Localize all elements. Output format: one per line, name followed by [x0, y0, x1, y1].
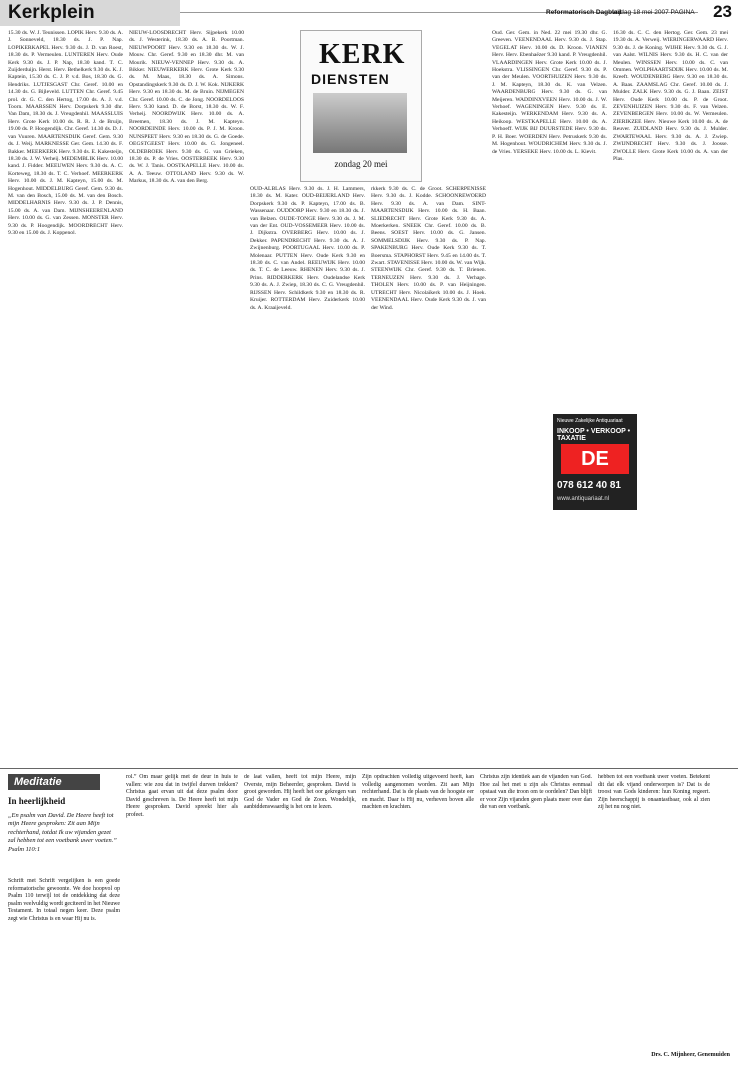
kerkdiensten-subtitle: DIENSTEN [311, 71, 390, 87]
ad-website: www.antiquariaat.nl [557, 496, 610, 502]
meditation-column-2: rol.” Om maar gelijk met de deur in huis te vallen: wie zou dat in twijfel durven trekken? Christus gaat ervan uit dat deze psalm door David geschreven is. De Heere heeft tot mijn Heere gesproken. David spreekt hier als profeet. [126, 774, 238, 818]
meditation-column-6: hebben tot een voetbank uwer voeten. Betekent dit dat elk vijand onderworpen is? Dat is de troost van Gods kinderen: hun Koning regeert. Zijn heerschappij is onaantastbaar, ook al zien zij het nu nog niet. [598, 774, 710, 811]
meditation-tag: Meditatie [8, 774, 100, 790]
listing-column-3: OUD-ALBLAS Herv. 9.30 ds. J. H. Lammers, 18.30 ds. M. Kater. OUD-BEIJERLAND Herv. Dorpskerk 9.30 ds. P. Kapteyn, 17.00 ds. B. Wassenaar. OUDDORP Herv. 9.30 en 18.30 ds. J. van Belzen. OUDE-TONGE Herv. 9.30 ds. J. M. van der Ent. OUD-VOSSEMEER Herv. 10.00 ds. J. Dijkstra. OVERBERG Herv. 10.00 ds. J. Dekker. PAPENDRECHT Herv. 9.30 ds. A. J. Zwijnenburg. POORTUGAAL Herv. 10.00 ds. P. Molenaar. PUTTEN Herv. Oude Kerk 9.30 en 18.30 ds. C. van Andel. REEUWIJK Herv. 10.00 ds. T. C. de Leeuw. RHENEN Herv. 9.30 ds. J. Prins. RIDDERKERK Herv. Oudelandse Kerk 9.30 ds. A. J. Zwiep, 18.30 ds. C. G. Vreugdenhil. RIJSSEN Herv. Schildkerk 9.30 en 18.30 ds. R. Kruijer. ROTTERDAM Herv. Zuiderkerk 10.00 ds. A. Kraaijeveld. [250, 186, 365, 311]
listing-column-2: NIEUW-LOOSDRECHT Herv. Sijpekerk 10.00 ds. J. Westerink, 18.30 ds. A. B. Poortman. NIEUWPOORT Herv. 9.30 en 18.30 ds. W. J. Mouw. Chr. Geref. 9.30 en 18.30 dhr. M. van Mourik. NIEUW-VENNEP Herv. 9.30 ds. A. Bikker. NIEUWERKERK Herv. Grote Kerk 9.30 ds. M. Maas, 18.30 ds. A. Simons. Opstandingskerk 9.30 ds. D. J. W. Kok. NIJKERK Herv. 9.30 en 18.30 ds. M. de Bruin. NIJMEGEN Chr. Geref. 10.00 ds. C. de Jong. NOORDELOOS Herv. 9.30 kand. D. de Borst, 18.30 ds. W. F. Verheij. NOORDWIJK Herv. 10.00 ds. A. Breemen, 18.30 ds. J. M. Kapteyn. NOORDEINDE Herv. 10.00 ds. P. J. M. Kroon. NUNSPEET Herv. 9.30 en 18.30 ds. G. de Goede. OEGSTGEEST Herv. 10.00 ds. G. Jongeneel. OLDEBROEK Herv. 9.30 ds. G. van Grieken, 18.30 ds. P. de Vries. OOSTERBEEK Herv. 9.30 ds. W. J. Tanis. OOSTKAPELLE Herv. 10.00 ds. A. A. Teeuw. OTTOLAND Herv. 9.30 ds. W. Markus, 18.30 ds. A. van den Berg. [129, 30, 244, 185]
ad-line-2: INKOOP • VERKOOP • TAXATIE [557, 428, 631, 442]
issue-date: vrijdag 18 mei 2007 PAGINA [612, 9, 695, 16]
listing-column-5: Oud. Ger. Gem. in Ned. 22 mei 19.30 dhr. G. Greeven. VEENENDAAL Herv. 9.30 ds. J. Stap. VEGELAT Herv. 10.00 ds. D. Kroon. VIANEN Herv. Herv. Ebenhaëzer 9.30 kand. P. Vreugdenhil. VLAARDINGEN Herv. Grote Kerk 10.00 ds. J. Hoekstra. VLISSINGEN Chr. Geref. 9.30 ds. P. van der Meulen. VOORTHUIZEN Herv. 9.30 ds. J. M. Kapteyn, 18.30 ds. K. van Velzen. WAARDENBURG Herv. 9.30 ds. G. van Meijeren. WADDINXVEEN Herv. 10.00 ds. J. W. Verhoef. WAGENINGEN Herv. 9.30 ds. E. Kakesteijn. WERKENDAM Herv. 9.30 ds. A. Heikoop. WESTKAPELLE Herv. 10.00 ds. A. Verhoeff. WIJK BIJ DUURSTEDE Herv. 9.30 ds. P. H. Boer. WOERDEN Herv. Petruskerk 9.30 ds. M. Hogenhout. WOUDRICHEM Herv. 9.30 ds. J. de Vries. YERSEKE Herv. 10.00 ds. L. Kievit. [492, 30, 607, 155]
listing-column-6: 16.30 ds. C. C. den Hertog. Ger. Gem. 23 mei 19.30 ds. A. Verweij. WIERINGERWAARD Herv. 9.30 ds. J. de Koning. WIJHE Herv. 9.30 ds. G. J. van Aalst. WILNIS Herv. 9.30 ds. H. C. van der Meulen. WINSSEN Herv. 10.00 ds. C. van Ommen. WOLPHAARTSDIJK Herv. 10.00 ds. M. Kreeft. WOUDENBERG Herv. 9.30 en 18.30 ds. A. Baas. ZAAMSLAG Chr. Geref. 10.00 ds. J. Mulder. ZALK Herv. 9.30 ds. G. J. Baan. ZEIST Herv. Oude Kerk 10.00 ds. P. de Groot. ZEVENHUIZEN Herv. 9.30 ds. F. van Velzen. ZEVENBERGEN Herv. 10.00 ds. W. Vermeulen. ZIERIKZEE Herv. Nieuwe Kerk 10.00 ds. A. de Reuver. ZUIDLAND Herv. 9.30 ds. J. Mulder. ZWARTEWAAL Herv. 9.30 ds. A. J. Zwiep. ZWIJNDRECHT Herv. 9.30 ds. J. Joosse. ZWOLLE Herv. Grote Kerk 10.00 ds. A. van der Plas. [613, 30, 728, 162]
church-photo [313, 93, 407, 153]
kerkdiensten-title: KERK [319, 39, 406, 70]
meditation-column-3: de laat vallen, heeft tot mijn Heere, mijn Overste, mijn Beheerder, gesproken. David is groot geworden. Hij heeft het oor gekregen van God de Vader en God de Zoon. Wondelijk, aanbiddenswaardig is het om te lezen. [244, 774, 356, 811]
meditation-column-5: Christus zijn identiek aan de vijanden van God. Hoe zal het met u zijn als Christus eenmaal opstaat van die troon om te oordelen? Dan blijft er voor Zijn vijanden geen plaats meer over dan die van een voetbank. [480, 774, 592, 811]
meditation-section [0, 768, 738, 1068]
antiquariaat-ad [553, 414, 637, 510]
meditation-quote: „En psalm van David. De Heere heeft tot mijn Heere gesproken: Zit aan Mijn rechterhand, totdat Ik uw vijanden gezet zal hebben tot een voetbank uwer voeten.” Psalm 110:1 [8, 812, 117, 853]
ad-line-1: Nieuwe Zakelijke Antiquariaat [557, 418, 623, 424]
meditation-column-4: Zijn opdrachten volledig uitgevoerd heeft, kan volledig aangenomen worden. Zit aan Mijn rechterhand. Dat is de plaats van de hoogste eer en macht. Daar is Hij nu, verheven boven alle machten en krachten. [362, 774, 474, 811]
listing-column-1: 15.30 ds. W. J. Teunissen. LOPIK Herv. 9.30 ds. A. J. Sonneveld, 18.30 ds. J. P. Nap. LOPIKERKAPEL Herv. 9.30 ds. J. D. van Roest, 18.30 ds. P. Vermeulen. LUNTEREN Herv. Oude Kerk 9.30 ds. J. P. Nap, 18.30 kand. T. C. Zuijderduijn. Herst. Herv. Bethelkerk 9.30 ds. K. J. Kaptein, 15.30 ds. C. J. P. v.d. Bos, 18.30 ds. G. Hendriks. LUTJESGAST Chr. Geref. 10.00 en 14.30 ds. G. Bijleveld. LUTTEN Chr. Geref. 9.45 prol. dr. G. C. den Hertog, 17.00 ds. A. J. v.d. Toorn. MAARSSEN Herv. Dorpskerk 9.30 dhr. Van Dam, 18.30 ds. J. Vreugdenhil. MAASSLUIS Herv. Grote Kerk 10.00 ds. R. R. J. de Bruijn, 19.00 ds. P. Hoogendijk. Chr. Geref. 14.30 ds. D. J. van Vuuren. MAARTENSDIJK Geref. Gem. 9.30 ds. J. Weij. MARKNESSE Ger. Gem. 14.30 ds. F. Bakker. MEERKERK Herv. 9.30 ds. E. Kakesteijn, 18.30 ds. J. W. Verheij. MEDEMBLIK Herv. 10.00 kand. J. Fidder. MEEUWEN Herv. 9.30 ds. A. C. Korteweg, 18.30 ds. T. C. Verhoef. MEERKERK Herv. 10.00 ds. J. M. Kapteyn, 15.00 ds. M. Hogenhout. MIDDELBURG Geref. Gem. 9.30 ds. M. van den Bosch, 15.00 ds. M. van den Bosch. MIDDELHARNIS Herv. 9.30 ds. J. P. Dennis, 15.00 ds. A. van Dam. MIJNSHEERENLAND Herv. 10.00 ds. G. van Zessen. MONSTER Herv. 9.30 ds. P. Hoogendijk. MOORDRECHT Herv. 9.30 en 15.00 ds. J. Koppenol. [8, 30, 123, 236]
ad-phone: 078 612 40 81 [557, 480, 621, 491]
newspaper-name: Reformatorisch Dagblad [546, 9, 622, 16]
listing-column-4: rkkerk 9.30 ds. C. de Groot. SCHERPENISSE Herv. 9.30 ds. J. Kodde. SCHOONREWOERD Herv. 9.30 ds. A. van Dam. SINT-MAARTENSDIJK Herv. 10.00 ds. H. Baan. SLIEDRECHT Herv. Grote Kerk 9.30 ds. A. Moerkerken. SNEEK Chr. Geref. 10.00 ds. B. Beens. SOEST Herv. 10.00 ds. G. Jansen. SOMMELSDIJK Herv. 9.30 ds. P. Nap. SPAKENBURG Herv. Oude Kerk 9.30 ds. T. Boersma. STAPHORST Herv. 9.45 en 14.00 ds. T. Zwart. STAVENISSE Herv. 10.00 ds. W. van Wijk. STEENWIJK Chr. Geref. 9.30 ds. T. Brienen. TERNEUZEN Herv. 9.30 ds. J. Verhage. THOLEN Herv. 10.00 ds. P. van Heijningen. UTRECHT Herv. Nicolaïkerk 10.00 ds. J. Hoek. VEENENDAAL Herv. Oude Kerk 9.30 ds. J. van der Wind. [371, 186, 486, 311]
meditation-author: Drs. C. Mijnheer, Genemuiden [651, 1052, 730, 1058]
meditation-column-1: Schrift met Schrift vergelijken is een goede reformatorische gewoonte. We doe hoopvol op Psalm 110 terwijl tot de ontdekking dat deze psalm veelvuldig wordt geciteerd in het Nieuwe Testament. In totaal negen keer. Deze psalm zegt wie Christus is en waar Hij nu is. [8, 878, 120, 922]
kerkdiensten-date: zondag 20 mei [334, 159, 388, 169]
page-header [0, 0, 738, 26]
section-divider [0, 768, 738, 769]
section-title: Kerkplein [8, 2, 95, 23]
meditation-heading: In heerlijkheid [8, 796, 66, 806]
ad-logo: DE [561, 444, 629, 474]
kerkdiensten-box [300, 30, 422, 182]
page-number: 23 [713, 2, 732, 21]
